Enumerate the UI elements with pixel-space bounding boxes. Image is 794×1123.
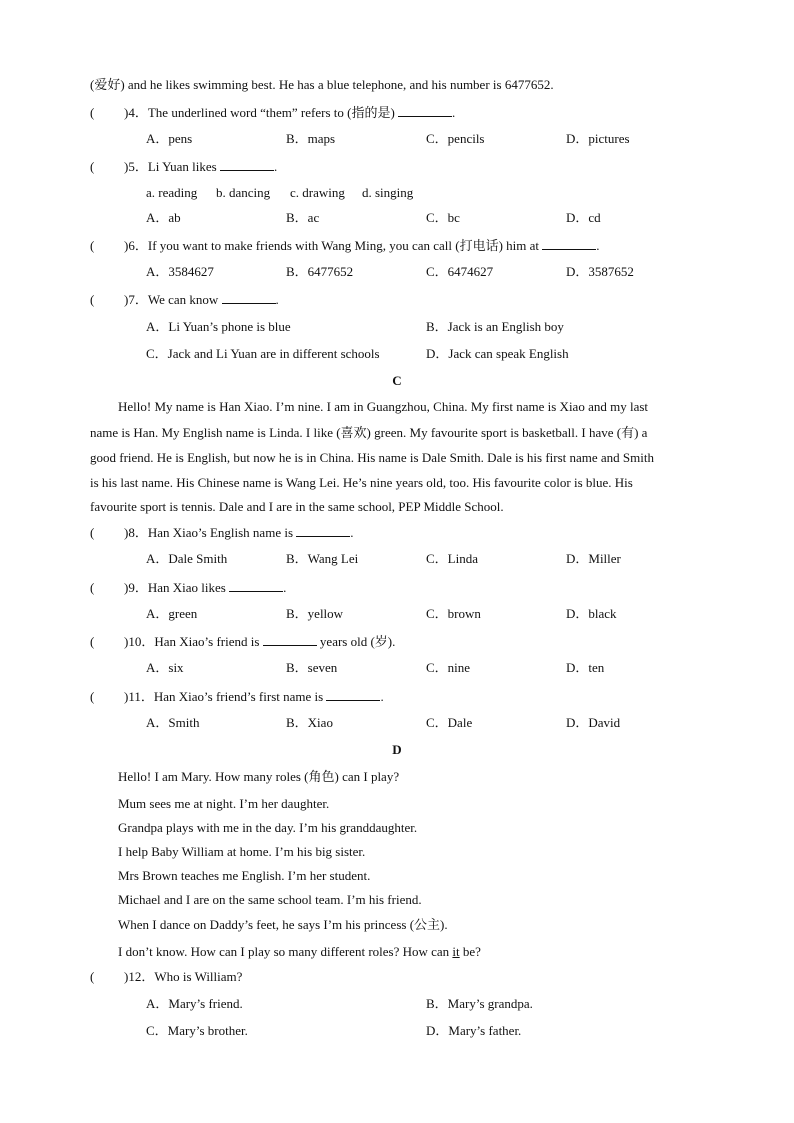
- option-a: A．Li Yuan’s phone is blue: [146, 319, 291, 334]
- option-a: A．3584627: [146, 264, 214, 279]
- question-text: Who is William?: [154, 969, 243, 984]
- question-text: The underlined word “them” refers to (指的是): [147, 105, 395, 120]
- answer-paren-close: ): [124, 689, 129, 704]
- option-b: B．Xiao: [286, 715, 333, 730]
- option-d: D．3587652: [566, 264, 634, 279]
- question-4: [90, 104, 455, 121]
- question-text: If you want to make friends with Wang Ming, you can call (打电话) him at: [147, 238, 540, 253]
- question-text: Li Yuan likes: [147, 159, 217, 174]
- option-d: D．David: [566, 715, 621, 730]
- section-heading-c: C: [392, 373, 402, 388]
- answer-paren-close: ): [124, 238, 129, 253]
- sub-option-b: b. dancing: [216, 185, 271, 200]
- passage-d-line-7: When I dance on Daddy’s feet, he says I’m his princess (公主).: [118, 917, 448, 932]
- question-number: 7．: [128, 292, 148, 307]
- option-a: A．pens: [146, 131, 193, 146]
- fill-blank: [222, 291, 276, 304]
- question-text: Han Xiao’s English name is: [147, 525, 294, 540]
- option-d: D．cd: [566, 210, 601, 225]
- answer-paren-open: (: [90, 105, 95, 120]
- option-b: B．6477652: [286, 264, 354, 279]
- passage-c-line-1: Hello! My name is Han Xiao. I’m nine. I am in Guangzhou, China. My first name is Xiao and my last: [118, 399, 649, 414]
- fill-blank: [220, 158, 274, 171]
- passage-d-line-4: I help Baby William at home. I’m his big sister.: [118, 844, 366, 859]
- passage-c-line-5: favourite sport is tennis. Dale and I are in the same school, PEP Middle School.: [90, 499, 504, 514]
- answer-paren-open: (: [90, 689, 95, 704]
- answer-paren-open: (: [90, 525, 95, 540]
- fill-blank: [542, 237, 596, 250]
- question-number: 10．: [128, 634, 155, 649]
- question-number: 8．: [128, 525, 148, 540]
- question-end: .: [380, 689, 384, 704]
- option-d: D．Mary’s father.: [426, 1023, 522, 1038]
- question-text: We can know: [147, 292, 219, 307]
- answer-paren-close: ): [124, 969, 129, 984]
- option-d: D．Miller: [566, 551, 621, 566]
- fill-blank: [398, 104, 452, 117]
- answer-paren-close: ): [124, 525, 129, 540]
- question-8: [90, 524, 354, 541]
- answer-paren-open: (: [90, 159, 95, 174]
- question-end: .: [283, 580, 287, 595]
- question-number: 12．: [128, 969, 155, 984]
- option-c: C．Mary’s brother.: [146, 1023, 248, 1038]
- option-b: B．maps: [286, 131, 336, 146]
- option-b: B．Jack is an English boy: [426, 319, 564, 334]
- option-c: C．Linda: [426, 551, 478, 566]
- passage-d-line-6: Michael and I are on the same school team. I’m his friend.: [118, 892, 422, 907]
- question-text: Han Xiao likes: [147, 580, 226, 595]
- question-end: .: [596, 238, 600, 253]
- option-a: A．ab: [146, 210, 181, 225]
- option-b: B．Wang Lei: [286, 551, 359, 566]
- question-end: .: [452, 105, 456, 120]
- section-heading-d: D: [392, 742, 402, 757]
- fill-blank: [296, 524, 350, 537]
- passage-d-line-8: [118, 944, 481, 960]
- question-10: [90, 633, 395, 650]
- option-a: A．Smith: [146, 715, 200, 730]
- option-c: C．brown: [426, 606, 481, 621]
- question-6: [90, 237, 600, 254]
- option-b: B．Mary’s grandpa.: [426, 996, 533, 1011]
- answer-paren-close: ): [124, 292, 129, 307]
- question-text: Han Xiao’s friend’s first name is: [153, 689, 324, 704]
- option-d: D．pictures: [566, 131, 630, 146]
- underlined-word: it: [452, 944, 460, 959]
- answer-paren-close: ): [124, 634, 129, 649]
- question-12: [90, 969, 242, 985]
- sub-option-c: c. drawing: [290, 185, 345, 200]
- passage-d-line-5: Mrs Brown teaches me English. I’m her student.: [118, 868, 371, 883]
- option-b: B．yellow: [286, 606, 344, 621]
- answer-paren-close: ): [124, 580, 129, 595]
- option-c: C．nine: [426, 660, 471, 675]
- fill-blank: [229, 579, 283, 592]
- answer-paren-open: (: [90, 238, 95, 253]
- question-number: 6．: [128, 238, 148, 253]
- passage-d-line-1: Hello! I am Mary. How many roles (角色) can I play?: [118, 769, 400, 784]
- fill-blank: [326, 688, 380, 701]
- option-a: A．Mary’s friend.: [146, 996, 243, 1011]
- passage-c-line-3: good friend. He is English, but now he is in China. His name is Dale Smith. Dale is his first name and Smith: [90, 450, 654, 465]
- option-a: A．green: [146, 606, 198, 621]
- question-9: [90, 579, 286, 596]
- answer-paren-close: ): [124, 105, 129, 120]
- question-11: [90, 688, 384, 705]
- option-a: A．six: [146, 660, 184, 675]
- answer-paren-open: (: [90, 969, 95, 984]
- passage-d-line-3: Grandpa plays with me in the day. I’m his granddaughter.: [118, 820, 418, 835]
- answer-paren-open: (: [90, 292, 95, 307]
- option-d: D．ten: [566, 660, 605, 675]
- question-5: [90, 158, 277, 175]
- question-end: .: [273, 159, 278, 174]
- option-c: C．Jack and Li Yuan are in different schools: [146, 346, 380, 361]
- question-number: 9．: [128, 580, 148, 595]
- question-7: [90, 291, 279, 308]
- passage-c-line-4: is his last name. His Chinese name is Wang Lei. He’s nine years old, too. His favourite color is blue. His: [90, 475, 633, 490]
- option-c: C．6474627: [426, 264, 494, 279]
- option-c: C．pencils: [426, 131, 485, 146]
- sub-option-a: a. reading: [146, 185, 198, 200]
- passage-d-line-2: Mum sees me at night. I’m her daughter.: [118, 796, 330, 811]
- option-d: D．Jack can speak English: [426, 346, 569, 361]
- option-b: B．ac: [286, 210, 320, 225]
- passage-c-line-2: name is Han. My English name is Linda. I like (喜欢) green. My favourite sport is basketball. I have (有) a: [90, 425, 648, 440]
- passage-text: I don’t know. How can I play so many different roles? How can: [118, 944, 450, 959]
- answer-paren-open: (: [90, 580, 95, 595]
- option-a: A．Dale Smith: [146, 551, 228, 566]
- fill-blank: [263, 633, 317, 646]
- option-b: B．seven: [286, 660, 338, 675]
- question-end: .: [350, 525, 354, 540]
- question-number: 4．: [128, 105, 148, 120]
- answer-paren-open: (: [90, 634, 95, 649]
- answer-paren-close: ): [124, 159, 129, 174]
- option-c: C．bc: [426, 210, 460, 225]
- question-end: .: [275, 292, 279, 307]
- option-c: C．Dale: [426, 715, 473, 730]
- question-text: Han Xiao’s friend is: [154, 634, 260, 649]
- option-d: D．black: [566, 606, 617, 621]
- question-number: 5．: [128, 159, 148, 174]
- question-end: years old (岁).: [319, 634, 396, 649]
- passage-b-tail: (爱好) and he likes swimming best. He has a blue telephone, and his number is 6477652.: [90, 77, 554, 92]
- question-number: 11．: [128, 689, 154, 704]
- passage-text: be?: [462, 944, 481, 959]
- sub-option-d: d. singing: [362, 185, 414, 200]
